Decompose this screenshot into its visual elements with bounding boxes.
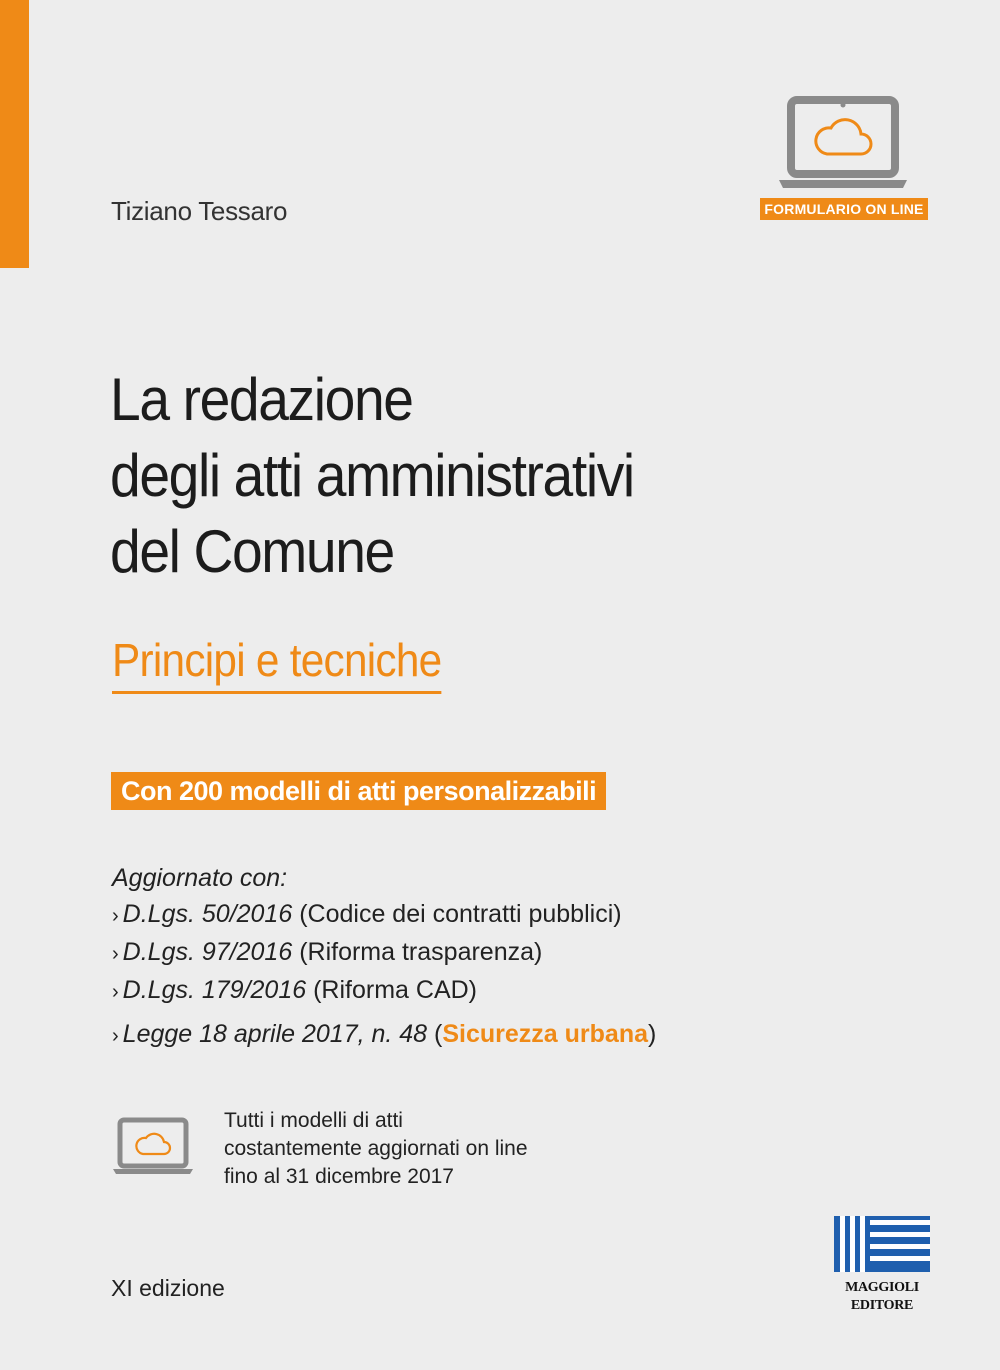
chevron-right-icon: ›: [112, 905, 119, 927]
chevron-right-icon: ›: [112, 1025, 119, 1047]
book-title: [110, 362, 634, 590]
list-item: [112, 972, 656, 1010]
law-note: (Riforma trasparenza): [299, 938, 543, 966]
maggioli-logo-icon: [834, 1216, 930, 1272]
book-subtitle: Principi e tecniche: [112, 633, 441, 694]
law-note-accent: Sicurezza urbana: [442, 1020, 649, 1048]
title-line: La redazione: [110, 366, 413, 433]
list-item: [112, 896, 656, 934]
list-item: [112, 1016, 656, 1054]
paren-close: ): [648, 1020, 657, 1048]
law-ref: D.Lgs. 179/2016: [122, 976, 307, 1004]
list-item: [112, 934, 656, 972]
highlight-banner: Con 200 modelli di atti personalizzabili: [111, 772, 606, 810]
law-ref: Legge 18 aprile 2017, n. 48: [122, 1020, 428, 1048]
laptop-cloud-icon: [779, 96, 907, 190]
law-ref: D.Lgs. 50/2016: [122, 900, 293, 928]
paren-open: (: [434, 1020, 443, 1048]
online-note-line: fino al 31 dicembre 2017: [224, 1165, 454, 1188]
chevron-right-icon: ›: [112, 943, 119, 965]
law-note: (Codice dei contratti pubblici): [299, 900, 622, 928]
online-badge: [760, 92, 930, 222]
author-name: Tiziano Tessaro: [111, 196, 288, 226]
updates-list: [112, 860, 656, 1054]
edition-label: XI edizione: [111, 1275, 225, 1301]
laptop-cloud-icon: [113, 1117, 193, 1175]
title-line: del Comune: [110, 518, 394, 585]
badge-label: FORMULARIO ON LINE: [760, 198, 928, 220]
law-ref: D.Lgs. 97/2016: [122, 938, 293, 966]
publisher-logo: [834, 1216, 930, 1313]
law-note: (Riforma CAD): [313, 976, 478, 1004]
online-note-line: Tutti i modelli di atti: [224, 1109, 403, 1132]
accent-bar: [0, 0, 29, 268]
title-line: degli atti amministrativi: [110, 442, 634, 509]
online-note: [224, 1107, 528, 1191]
chevron-right-icon: ›: [112, 981, 119, 1003]
publisher-subname: EDITORE: [850, 1298, 914, 1313]
updates-intro: Aggiornato con:: [112, 864, 288, 892]
online-note-line: costantemente aggiornati on line: [224, 1137, 528, 1160]
publisher-name: MAGGIOLI: [845, 1280, 919, 1295]
